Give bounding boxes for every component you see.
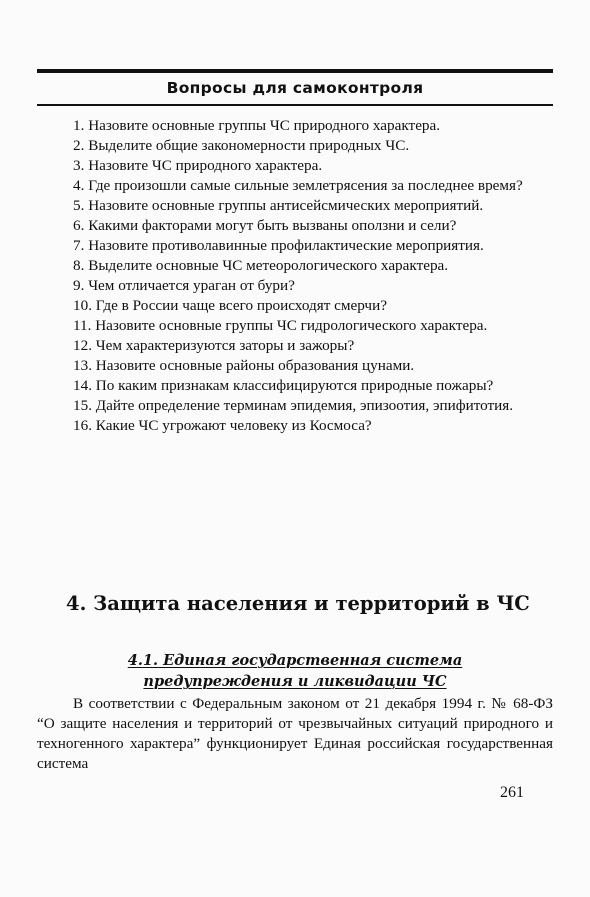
question-item: 6. Какими факторами могут быть вызваны оползни и сели?	[73, 217, 457, 234]
question-item: 12. Чем характеризуются заторы и зажоры?	[73, 337, 355, 354]
question-item: 11. Назовите основные группы ЧС гидрологического характера.	[73, 317, 488, 334]
question-item: 3. Назовите ЧС природного характера.	[73, 157, 323, 174]
box-title: Вопросы для самоконтроля	[166, 79, 424, 97]
questions-list	[37, 116, 553, 436]
question-item: 1. Назовите основные группы ЧС природного характера.	[73, 117, 441, 134]
question-item: 2. Выделите общие закономерности природных ЧС.	[73, 137, 410, 154]
top-rule-thick	[37, 69, 553, 73]
question-item: 14. По каким признакам классифицируются природные пожары?	[73, 377, 494, 394]
question-item: 10. Где в России чаще всего происходят смерчи?	[73, 297, 387, 314]
section-heading-line1: 4.1. Единая государственная система	[127, 652, 463, 669]
question-item: 16. Какие ЧС угрожают человеку из Космоса?	[73, 417, 372, 434]
section-heading-line2: предупреждения и ликвидации ЧС	[143, 673, 447, 690]
chapter-heading: 4. Защита населения и территорий в ЧС	[66, 592, 530, 615]
page-number: 261	[500, 784, 524, 801]
body-paragraph: В соответствии с Федеральным законом от 21 декабря 1994 г. № 68-ФЗ “О защите населения и территорий от чрезвычайных ситуаций природного и техногенного характера” функционирует Единая российская государственная система	[37, 695, 553, 772]
body-text	[37, 694, 553, 774]
question-item: 5. Назовите основные группы антисейсмических мероприятий.	[73, 197, 484, 214]
question-item: 4. Где произошли самые сильные землетрясения за последнее время?	[73, 177, 523, 194]
question-item: 13. Назовите основные районы образования цунами.	[73, 357, 415, 374]
question-item: 15. Дайте определение терминам эпидемия, эпизоотия, эпифитотия.	[73, 397, 514, 414]
question-item: 8. Выделите основные ЧС метеорологического характера.	[73, 257, 449, 274]
question-item: 9. Чем отличается ураган от бури?	[73, 277, 295, 294]
section-heading	[37, 650, 553, 692]
top-rule-thin	[37, 104, 553, 106]
question-item: 7. Назовите противолавинные профилактические мероприятия.	[73, 237, 484, 254]
